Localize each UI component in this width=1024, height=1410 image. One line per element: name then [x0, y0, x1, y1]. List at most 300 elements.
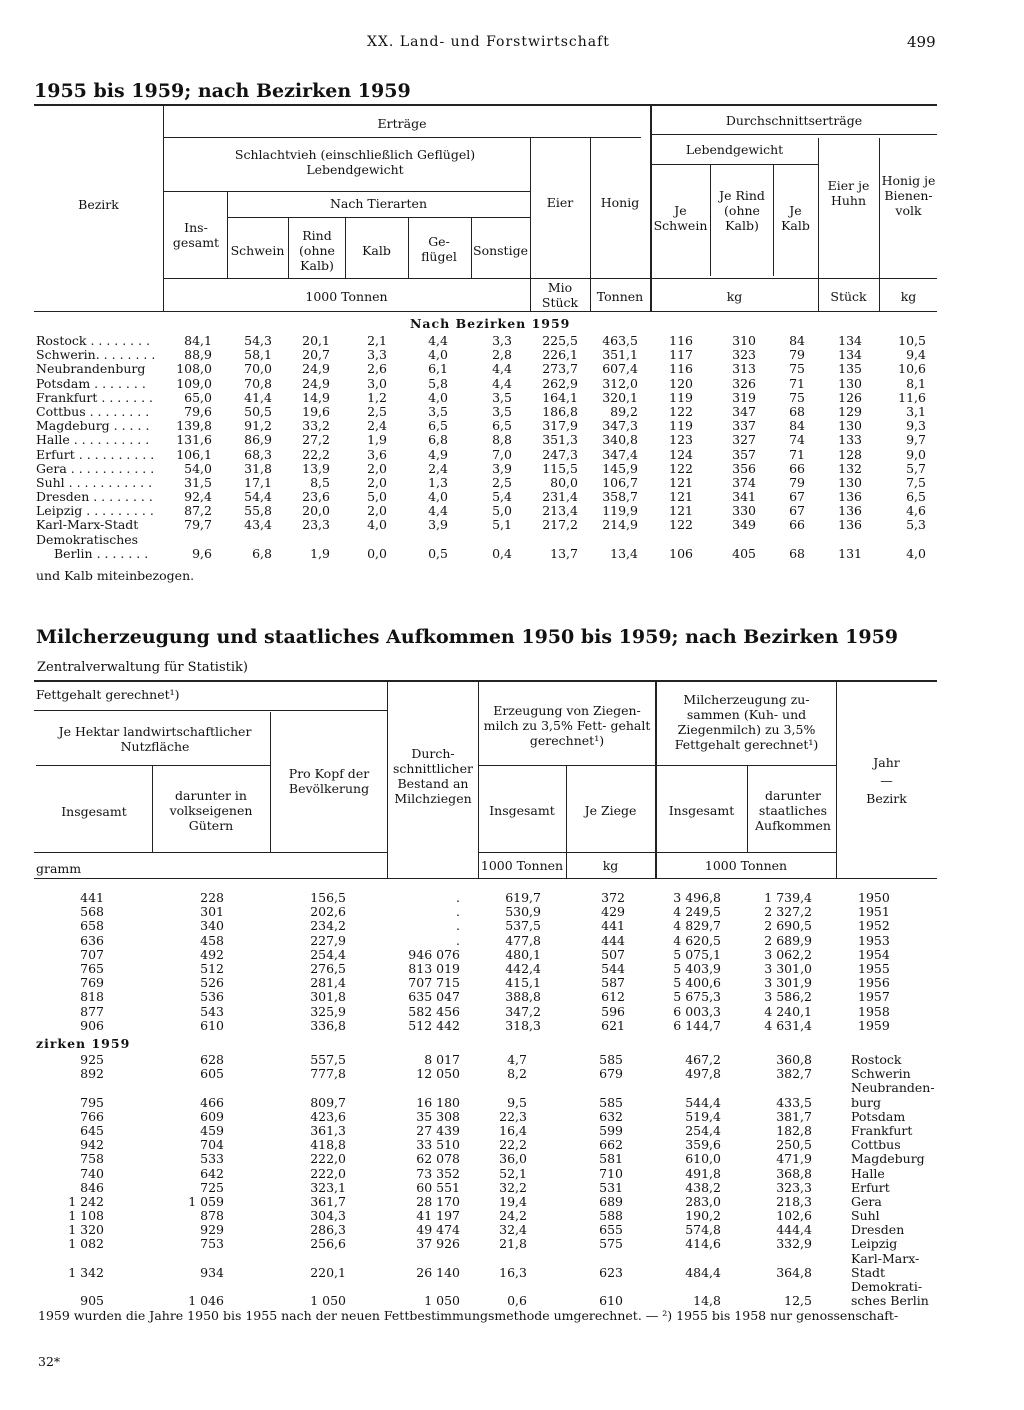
t1-eier-cell: 247,3: [542, 446, 578, 462]
t1-honig-cell: 347,4: [602, 446, 638, 462]
t2-year-label: 1952: [858, 918, 890, 934]
t1-gefluegel-cell: 2,4: [428, 460, 448, 476]
t1-kalb-cell: 2,0: [367, 503, 387, 519]
t2-bez-ziege-insg-column: [499, 1053, 527, 1308]
t1-eier-je-huhn-cell: 128: [838, 446, 862, 462]
t1-rind-cell: 24,9: [302, 375, 330, 391]
t2-bezirk-label: Schwerin: [851, 1066, 911, 1082]
t2-bez-pro-kopf-cell: 809,7: [310, 1094, 346, 1110]
t2-bez-zus-insg-column: [685, 1053, 721, 1308]
t2-bez-ziege-insg-cell: 36,0: [499, 1151, 527, 1167]
t1-honig-je-volk-cell: 7,5: [906, 474, 926, 490]
t2-bezirk-label: Gera: [851, 1193, 882, 1209]
t1-eier-je-huhn-cell: 131: [838, 545, 862, 561]
t2-year-label: 1958: [858, 1003, 890, 1019]
t1-je-schwein-cell: 122: [669, 460, 693, 476]
t2-bez-je-ziege-cell: 585: [599, 1052, 623, 1067]
t1-unit-tonnen: Tonnen: [596, 289, 644, 304]
t2-bez-insgesamt-cell: [68, 1280, 104, 1294]
t1-eier-je-huhn-cell: [838, 533, 862, 547]
t1-eier-je-huhn-cell: 135: [838, 361, 862, 377]
t2-year-ziege-insg-cell: 530,9: [505, 904, 541, 920]
t2-header-dash: —: [880, 773, 893, 788]
t1-je-rind-cell: 313: [732, 361, 756, 377]
t1-je-kalb-cell: 74: [789, 432, 805, 448]
t1-gefluegel-cell: 3,5: [428, 403, 448, 419]
t2-unit-1000t: 1000 Tonnen: [480, 858, 564, 873]
t1-sonstige-cell: 3,3: [492, 333, 512, 348]
t2-header-fettgehalt: Fettgehalt gerechnet¹): [36, 687, 180, 702]
t1-bezirk: Rostock . . . . . . . .: [36, 333, 151, 348]
t1-honig-je-volk-cell: 9,3: [906, 418, 926, 434]
t2-bez-insgesamt-cell: 1 242: [68, 1193, 104, 1209]
t2-header-s-insgesamt: Insgesamt: [668, 803, 735, 818]
t2-year-labels-column: [858, 891, 890, 1033]
t1-gefluegel-cell: 4,0: [428, 389, 448, 405]
t1-gefluegel-cell: 1,3: [428, 474, 448, 490]
t1-je-rind-cell: 341: [732, 489, 756, 505]
table2-title: Milcherzeugung und staatliches Aufkommen 1950 bis 1959; nach Bezirken 1959: [36, 626, 899, 648]
t1-je-schwein-cell: 123: [669, 432, 693, 448]
t2-year-je-ziege-cell: 587: [601, 975, 625, 991]
t2-bez-zus-insg-cell: 519,4: [685, 1108, 721, 1124]
t1-rind-cell: 13,9: [302, 460, 330, 476]
t2-bez-pro-kopf-cell: 557,5: [310, 1052, 346, 1067]
t2-year-bestand-cell: 707 715: [408, 975, 460, 991]
t1-kalb-cell: 2,0: [367, 460, 387, 476]
t2-bez-ziege-insg-cell: 24,2: [499, 1208, 527, 1224]
t2-bez-bestand-cell: 1 050: [424, 1293, 460, 1309]
t2-header-ziegenmilch: Erzeugung von Ziegen- milch zu 3,5% Fett- gehalt gerechnet¹): [483, 703, 651, 748]
t2-bez-volkseigen-cell: 704: [200, 1137, 224, 1153]
t2-year-zus-insg-column: [673, 891, 721, 1033]
t2-bez-zus-insg-cell: 438,2: [685, 1179, 721, 1195]
t2-bez-je-ziege-cell: 585: [599, 1094, 623, 1110]
t2-bez-je-ziege-column: [599, 1053, 623, 1308]
t1-insgesamt-cell: 9,6: [192, 545, 212, 561]
t1-rind-cell: 14,9: [302, 389, 330, 405]
t2-bez-bestand-cell: [416, 1081, 460, 1095]
t2-year-bestand-cell: .: [456, 890, 460, 905]
t1-header-gefluegel: Ge- flügel: [421, 234, 457, 264]
t1-honig-cell: 463,5: [602, 333, 638, 348]
t2-bez-staatlich-cell: 368,8: [776, 1165, 812, 1181]
table2-top-rule: [34, 680, 937, 682]
t1-rind-cell: 8,5: [310, 474, 330, 490]
t1-eier-cell: 273,7: [542, 361, 578, 377]
t2-year-je-ziege-cell: 444: [601, 932, 625, 948]
t1-honig-je-volk-cell: 8,1: [906, 375, 926, 391]
t1-bezirk: Frankfurt . . . . . . .: [36, 389, 154, 405]
t2-year-pro-kopf-cell: 254,4: [310, 946, 346, 962]
t2-bez-bestand-cell: 73 352: [416, 1165, 460, 1181]
t1-honig-je-volk-cell: 4,0: [906, 545, 926, 561]
t2-year-ziege-insg-cell: 477,8: [505, 932, 541, 948]
t2-header-bestand: Durch- schnittlicher Bestand an Milchziegen: [393, 746, 473, 806]
t2-bez-insgesamt-cell: 740: [80, 1165, 104, 1181]
t1-header-lebendgewicht: Lebendgewicht: [685, 142, 784, 157]
t1-je-kalb-cell: 66: [789, 517, 805, 533]
t2-bez-insgesamt-cell: 846: [80, 1179, 104, 1195]
t1-header-honig: Honig: [600, 195, 640, 210]
t1-kalb-cell: 0,0: [367, 545, 387, 561]
t1-eier-cell: 115,5: [542, 460, 578, 476]
t2-year-label: 1955: [858, 960, 890, 976]
t2-bez-bestand-cell: 16 180: [416, 1094, 460, 1110]
t2-bez-ziege-insg-cell: 21,8: [499, 1236, 527, 1252]
t2-year-zus-insg-cell: 4 249,5: [673, 904, 721, 920]
t1-bezirk: Schwerin. . . . . . . .: [36, 347, 156, 363]
t2-bez-bestand-cell: 62 078: [416, 1151, 460, 1167]
t1-insgesamt-cell: 106,1: [176, 446, 212, 462]
t1-je-rind-cell: 357: [732, 446, 756, 462]
t1-insgesamt-cell: 84,1: [184, 333, 212, 348]
t2-bez-zus-insg-cell: 414,6: [685, 1236, 721, 1252]
t2-header-bezirk: Bezirk: [866, 791, 907, 806]
t2-year-pro-kopf-cell: 156,5: [310, 890, 346, 905]
t1-gefluegel-cell: 0,5: [428, 545, 448, 561]
t1-honig-je-volk-cell: 9,0: [906, 446, 926, 462]
t2-bez-staatlich-cell: 433,5: [776, 1094, 812, 1110]
t1-header-schlachtvieh: Schlachtvieh (einschließlich Geflügel) Lebendgewicht: [234, 147, 476, 177]
t1-bezirk: Magdeburg . . . . .: [36, 418, 150, 434]
t2-year-insgesamt-cell: 568: [80, 904, 104, 920]
t1-header-eier-je-huhn: Eier je Huhn: [827, 178, 870, 208]
t2-year-label: 1953: [858, 932, 890, 948]
t2-bez-je-ziege-cell: 632: [599, 1108, 623, 1124]
t2-bez-volkseigen-cell: 605: [200, 1066, 224, 1082]
t2-year-pro-kopf-cell: 202,6: [310, 904, 346, 920]
t2-bezirk-label: sches Berlin: [851, 1293, 929, 1309]
t1-eier-je-huhn-cell: 126: [838, 389, 862, 405]
t2-unit-1000t-2: 1000 Tonnen: [704, 858, 788, 873]
t1-gefluegel-cell: 6,1: [428, 361, 448, 377]
t2-bez-ziege-insg-cell: 9,5: [507, 1094, 527, 1110]
t2-bez-bestand-cell: 37 926: [416, 1236, 460, 1252]
t2-header-insgesamt: Insgesamt: [61, 804, 127, 819]
t2-year-bestand-cell: 512 442: [408, 1017, 460, 1033]
t2-bez-ziege-insg-cell: [499, 1280, 527, 1294]
t1-schwein-cell: 58,1: [244, 347, 272, 363]
t2-bez-zus-insg-cell: 610,0: [685, 1151, 721, 1167]
t1-insgesamt-column: [176, 334, 212, 561]
t2-bez-pro-kopf-cell: 323,1: [310, 1179, 346, 1195]
t2-bez-bestand-cell: 26 140: [416, 1264, 460, 1280]
t2-bez-insgesamt-cell: 645: [80, 1122, 104, 1138]
t2-year-staatlich-cell: 2 690,5: [764, 918, 812, 934]
t1-je-rind-cell: 374: [732, 474, 756, 490]
table1-top-rule: [34, 104, 937, 106]
t2-year-staatlich-cell: 3 301,9: [764, 975, 812, 991]
t2-year-insgesamt-cell: 818: [80, 989, 104, 1005]
t2-bez-je-ziege-cell: 623: [599, 1264, 623, 1280]
t2-bez-volkseigen-cell: 878: [200, 1208, 224, 1224]
t2-header-jahr: Jahr: [873, 755, 900, 770]
t2-bez-volkseigen-cell: 459: [200, 1122, 224, 1138]
t1-sonstige-cell: 7,0: [492, 446, 512, 462]
t2-bez-volkseigen-cell: 934: [200, 1264, 224, 1280]
t1-honig-je-volk-cell: 5,7: [906, 460, 926, 476]
t2-year-insgesamt-cell: 636: [80, 932, 104, 948]
t2-bez-ziege-insg-cell: [499, 1252, 527, 1266]
t2-header-zusammen: Milcherzeugung zu- sammen (Kuh- und Ziegenmilch) zu 3,5% Fettgehalt gerechnet¹): [674, 692, 819, 752]
t1-bezirk: Leipzig . . . . . . . . .: [36, 503, 154, 519]
t2-bez-pro-kopf-cell: [310, 1280, 346, 1294]
t1-bezirk: Berlin . . . . . . .: [54, 545, 149, 561]
t1-sonstige-cell: [492, 533, 512, 547]
t1-eier-cell: 80,0: [550, 474, 578, 490]
t2-bez-pro-kopf-cell: 222,0: [310, 1151, 346, 1167]
t2-bez-bestand-cell: 12 050: [416, 1066, 460, 1082]
t2-bez-staatlich-cell: 250,5: [776, 1137, 812, 1153]
t1-insgesamt-cell: 131,6: [176, 432, 212, 448]
t1-honig-je-volk-column: [898, 334, 926, 561]
t1-sonstige-cell: 8,8: [492, 432, 512, 448]
t2-bez-volkseigen-cell: [188, 1280, 224, 1294]
t2-bez-insgesamt-cell: 942: [80, 1137, 104, 1153]
t2-bez-ziege-insg-cell: [499, 1081, 527, 1095]
t1-eier-je-huhn-column: [838, 334, 862, 561]
running-title: XX. Land- und Forstwirtschaft: [367, 34, 610, 50]
t1-eier-cell: 225,5: [542, 333, 578, 348]
t1-eier-cell: 317,9: [542, 418, 578, 434]
t1-sonstige-cell: 5,0: [492, 503, 512, 519]
t1-schwein-cell: [244, 533, 272, 547]
t2-header-pro-kopf: Pro Kopf der Bevölkerung: [288, 766, 370, 796]
t2-bez-staatlich-cell: [776, 1280, 812, 1294]
t1-rind-cell: 20,7: [302, 347, 330, 363]
t2-bez-bestand-column: [416, 1053, 460, 1308]
t1-sonstige-cell: 5,1: [492, 517, 512, 533]
t1-unit-kg: kg: [726, 289, 743, 304]
t2-bez-staatlich-cell: 332,9: [776, 1236, 812, 1252]
t2-bez-insgesamt-column: [68, 1053, 104, 1308]
t2-bez-bestand-cell: 33 510: [416, 1137, 460, 1153]
t1-je-schwein-cell: 122: [669, 403, 693, 419]
t2-bez-pro-kopf-cell: 418,8: [310, 1137, 346, 1153]
t2-bez-pro-kopf-column: [310, 1053, 346, 1308]
t2-bez-ziege-insg-cell: 19,4: [499, 1193, 527, 1209]
t1-honig-je-volk-cell: 5,3: [906, 517, 926, 533]
t1-header-je-schwein: Je Schwein: [653, 203, 708, 233]
t1-header-durchschnittsertraege: Durchschnittserträge: [725, 113, 863, 128]
t2-bez-pro-kopf-cell: 222,0: [310, 1165, 346, 1181]
t2-year-zus-insg-cell: 4 829,7: [673, 918, 721, 934]
t1-insgesamt-cell: 108,0: [176, 361, 212, 377]
t1-insgesamt-cell: 139,8: [176, 418, 212, 434]
t2-year-ziege-insg-cell: 442,4: [505, 960, 541, 976]
t1-je-schwein-cell: 124: [669, 446, 693, 462]
t1-header-insgesamt: Ins- gesamt: [172, 220, 220, 250]
t2-footnote: 1959 wurden die Jahre 1950 bis 1955 nach der neuen Fettbestimmungsmethode umgerechnet. — ²) 1955 bis 1958 nur genossenschaft-: [38, 1308, 899, 1323]
t2-bez-je-ziege-cell: 575: [599, 1236, 623, 1252]
t1-je-schwein-cell: 106: [669, 545, 693, 561]
t1-header-honig-je-volk: Honig je Bienen- volk: [881, 173, 936, 218]
t2-bez-ziege-insg-cell: 32,4: [499, 1222, 527, 1238]
t1-schwein-cell: 55,8: [244, 503, 272, 519]
t1-eier-cell: 164,1: [542, 389, 578, 405]
t2-bezirk-labels-column: [851, 1053, 935, 1308]
t2-bez-bestand-cell: 28 170: [416, 1193, 460, 1209]
t2-bez-volkseigen-cell: 628: [200, 1052, 224, 1067]
t1-gefluegel-cell: 5,8: [428, 375, 448, 391]
t1-je-schwein-cell: 122: [669, 517, 693, 533]
t1-header-bezirk: Bezirk: [78, 197, 119, 212]
t1-gefluegel-cell: 4,0: [428, 347, 448, 363]
t1-je-kalb-cell: 68: [789, 403, 805, 419]
t2-bezirk-label: Leipzig: [851, 1236, 898, 1252]
t1-header-kalb: Kalb: [362, 243, 391, 258]
t1-rind-cell: 23,3: [302, 517, 330, 533]
t1-sonstige-column: [492, 334, 512, 561]
t2-year-ziege-insg-cell: 388,8: [505, 989, 541, 1005]
t2-bez-staatlich-cell: 444,4: [776, 1222, 812, 1238]
t1-je-rind-cell: 323: [732, 347, 756, 363]
t1-je-schwein-cell: 116: [669, 333, 693, 348]
t1-insgesamt-cell: 79,7: [184, 517, 212, 533]
t1-kalb-cell: 4,0: [367, 517, 387, 533]
t1-je-kalb-cell: 71: [789, 375, 805, 391]
t2-year-ziege-insg-cell: 537,5: [505, 918, 541, 934]
t1-honig-cell: 351,1: [602, 347, 638, 363]
t2-header-je-hektar: Je Hektar landwirtschaftlicher Nutzfläche: [58, 724, 252, 754]
t2-year-insgesamt-cell: 765: [80, 960, 104, 976]
t2-bez-je-ziege-cell: 710: [599, 1165, 623, 1181]
t2-year-volkseigen-cell: 610: [200, 1017, 224, 1033]
t1-kalb-cell: [367, 533, 387, 547]
t2-year-zus-insg-cell: 5 403,9: [673, 960, 721, 976]
t2-bez-staatlich-cell: [776, 1081, 812, 1095]
t1-honig-cell: 607,4: [602, 361, 638, 377]
t1-honig-je-volk-cell: 11,6: [898, 389, 926, 405]
t2-year-je-ziege-cell: 429: [601, 904, 625, 920]
t1-insgesamt-cell: 79,6: [184, 403, 212, 419]
t1-schwein-cell: 54,3: [244, 333, 272, 348]
t1-bezirk: Karl-Marx-Stadt: [36, 517, 139, 533]
t2-bez-staatlich-cell: 102,6: [776, 1208, 812, 1224]
t2-bez-zus-insg-cell: 467,2: [685, 1052, 721, 1067]
t1-kalb-cell: 2,1: [367, 333, 387, 348]
t1-insgesamt-cell: 92,4: [184, 489, 212, 505]
t1-honig-cell: 358,7: [602, 489, 638, 505]
t1-header-ertraege: Erträge: [377, 116, 427, 131]
t2-bez-staatlich-cell: 382,7: [776, 1066, 812, 1082]
t2-bez-staatlich-cell: 360,8: [776, 1052, 812, 1067]
t2-bez-bestand-cell: 27 439: [416, 1122, 460, 1138]
t1-bezirk: Neubrandenburg: [36, 361, 146, 377]
t2-year-staatlich-cell: 3 301,0: [764, 960, 812, 976]
t2-year-volkseigen-cell: 301: [200, 904, 224, 920]
t2-bez-pro-kopf-cell: [310, 1081, 346, 1095]
t1-kalb-cell: 1,9: [367, 432, 387, 448]
t2-year-label: 1957: [858, 989, 890, 1005]
t1-je-kalb-cell: 68: [789, 545, 805, 561]
t1-insgesamt-cell: 88,9: [184, 347, 212, 363]
t2-bez-je-ziege-cell: 531: [599, 1179, 623, 1195]
t1-honig-je-volk-cell: 10,6: [898, 361, 926, 377]
page-number: 499: [907, 33, 936, 51]
t2-bez-pro-kopf-cell: 361,3: [310, 1122, 346, 1138]
t2-year-ziege-insg-cell: 318,3: [505, 1017, 541, 1033]
t1-gefluegel-cell: 6,8: [428, 432, 448, 448]
t2-year-zus-insg-cell: 5 675,3: [673, 989, 721, 1005]
t2-year-pro-kopf-cell: 234,2: [310, 918, 346, 934]
t2-bezirk-label: Magdeburg: [851, 1151, 925, 1167]
t2-section-label: zirken 1959: [36, 1036, 131, 1051]
t1-eier-cell: 226,1: [542, 347, 578, 363]
t1-gefluegel-cell: [428, 533, 448, 547]
t2-year-ziege-insg-cell: 480,1: [505, 946, 541, 962]
t2-bez-ziege-insg-cell: 22,2: [499, 1137, 527, 1153]
t1-eier-cell: [542, 533, 578, 547]
t2-bez-volkseigen-cell: 533: [200, 1151, 224, 1167]
t2-year-pro-kopf-cell: 276,5: [310, 960, 346, 976]
t1-honig-cell: 13,4: [610, 545, 638, 561]
t2-bez-zus-insg-cell: 491,8: [685, 1165, 721, 1181]
t2-bez-ziege-insg-cell: 32,2: [499, 1179, 527, 1195]
t1-insgesamt-cell: 87,2: [184, 503, 212, 519]
t2-year-je-ziege-cell: 621: [601, 1017, 625, 1033]
t2-bez-volkseigen-cell: 642: [200, 1165, 224, 1181]
t2-year-insgesamt-cell: 906: [80, 1017, 104, 1033]
t2-bez-insgesamt-cell: 1 320: [68, 1222, 104, 1238]
t1-eier-je-huhn-cell: 133: [838, 432, 862, 448]
t1-kalb-cell: 2,5: [367, 403, 387, 419]
t1-honig-column: [602, 334, 638, 561]
t2-bez-insgesamt-cell: 758: [80, 1151, 104, 1167]
t2-year-pro-kopf-cell: 227,9: [310, 932, 346, 948]
t2-bez-volkseigen-cell: 929: [200, 1222, 224, 1238]
t1-schwein-cell: 50,5: [244, 403, 272, 419]
t2-year-volkseigen-cell: 536: [200, 989, 224, 1005]
t1-je-schwein-cell: 121: [669, 489, 693, 505]
t1-honig-cell: 320,1: [602, 389, 638, 405]
t1-je-schwein-cell: 119: [669, 418, 693, 434]
t1-gefluegel-column: [428, 334, 448, 561]
t2-bezirk-label: Dresden: [851, 1222, 905, 1238]
t1-schwein-cell: 91,2: [244, 418, 272, 434]
t2-bezirk-label: Neubranden-: [851, 1080, 935, 1096]
t1-eier-cell: 231,4: [542, 489, 578, 505]
t2-bez-zus-insg-cell: 283,0: [685, 1193, 721, 1209]
t2-bez-volkseigen-cell: 725: [200, 1179, 224, 1195]
t1-je-rind-cell: 347: [732, 403, 756, 419]
t2-year-zus-insg-cell: 3 496,8: [673, 890, 721, 905]
t1-unit-stueck: Stück: [830, 289, 867, 304]
t2-year-insgesamt-cell: 441: [80, 890, 104, 905]
t1-je-schwein-column: [669, 334, 693, 561]
t1-insgesamt-cell: 54,0: [184, 460, 212, 476]
t2-year-label: 1954: [858, 946, 890, 962]
t2-bez-je-ziege-cell: 581: [599, 1151, 623, 1167]
t1-je-rind-cell: 356: [732, 460, 756, 476]
t2-year-staatlich-cell: 4 240,1: [764, 1003, 812, 1019]
t1-sonstige-cell: 4,4: [492, 375, 512, 391]
t1-je-rind-cell: [732, 533, 756, 547]
t1-bezirk-column: [36, 334, 155, 561]
t2-bez-pro-kopf-cell: 423,6: [310, 1108, 346, 1124]
t2-bez-pro-kopf-cell: [310, 1252, 346, 1266]
t1-eier-je-huhn-cell: 130: [838, 474, 862, 490]
t1-je-rind-column: [732, 334, 756, 561]
t2-header-je-ziege: Je Ziege: [584, 803, 637, 818]
t1-schwein-cell: 31,8: [244, 460, 272, 476]
t2-year-pro-kopf-cell: 325,9: [310, 1003, 346, 1019]
t1-je-rind-cell: 319: [732, 389, 756, 405]
t2-bez-staatlich-cell: 218,3: [776, 1193, 812, 1209]
t1-kalb-cell: 2,4: [367, 418, 387, 434]
t1-bezirk: Gera . . . . . . . . . . .: [36, 460, 155, 476]
